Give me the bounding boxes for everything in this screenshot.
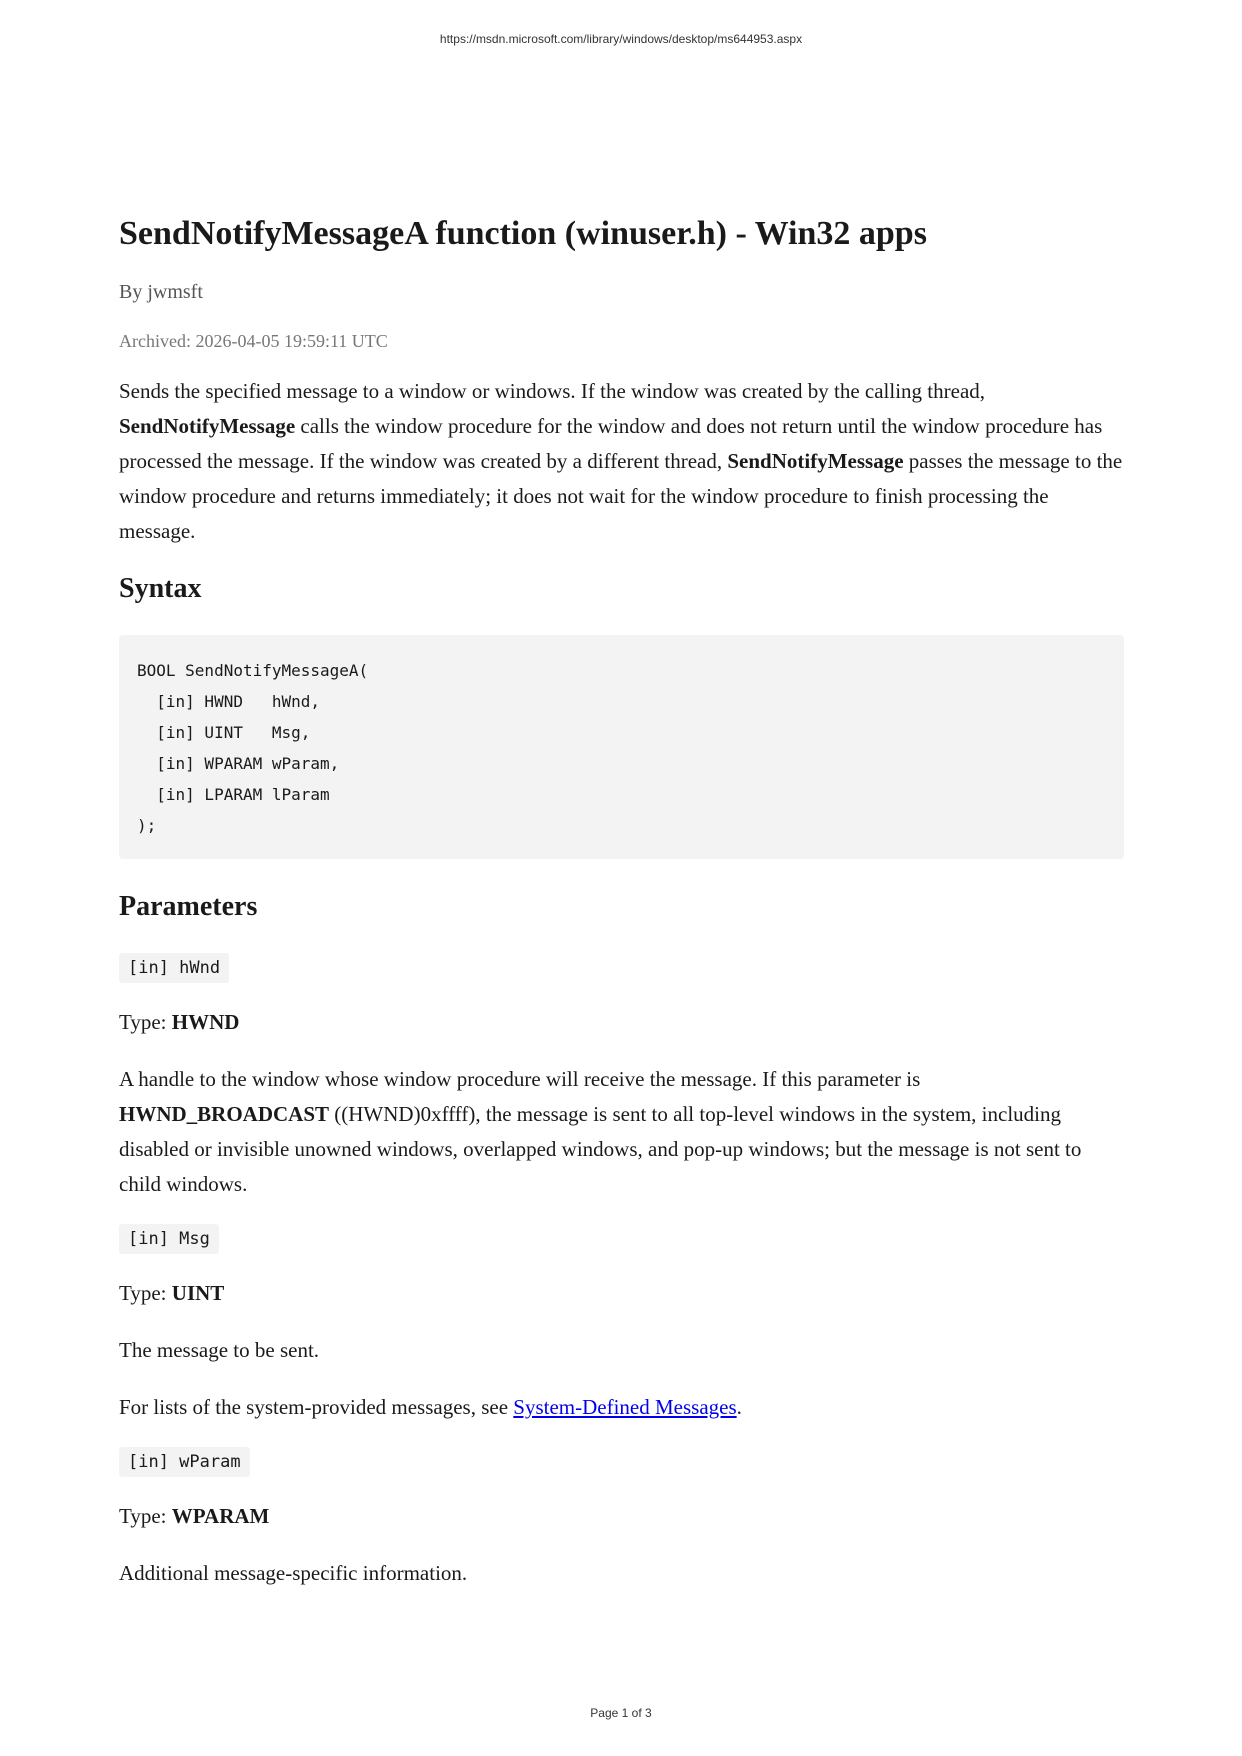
syntax-heading: Syntax: [119, 573, 202, 604]
function-name-bold: SendNotifyMessage: [727, 449, 904, 473]
code-line: [in] UINT Msg,: [137, 723, 311, 742]
code-line: );: [137, 816, 157, 835]
page-title: SendNotifyMessageA function (winuser.h) - Win32 apps: [119, 215, 927, 252]
page-number: Page 1 of 3: [590, 1706, 652, 1720]
param-wparam-description: Additional message-specific information.: [119, 1561, 468, 1585]
parameters-heading: Parameters: [119, 891, 258, 922]
param-hwnd-type: Type: HWND: [119, 1010, 240, 1034]
param-wparam-type: Type: WPARAM: [119, 1504, 270, 1528]
system-defined-messages-link[interactable]: System-Defined Messages: [513, 1395, 737, 1419]
archived-date: Archived: 2026-04-05 19:59:11 UTC: [119, 331, 388, 351]
code-line: [in] WPARAM wParam,: [137, 754, 340, 773]
param-msg-see-also: For lists of the system-provided messages, see System-Defined Messages.: [119, 1395, 742, 1419]
param-msg-tag: [in] Msg: [119, 1224, 219, 1254]
param-msg-type: Type: UINT: [119, 1281, 225, 1305]
syntax-code-block: [119, 635, 1124, 859]
code-line: [in] HWND hWnd,: [137, 692, 321, 711]
param-wparam-tag: [in] wParam: [119, 1447, 250, 1477]
code-line: [in] LPARAM lParam: [137, 785, 330, 804]
byline: By jwmsft: [119, 281, 203, 303]
param-hwnd-description: A handle to the window whose window procedure will receive the message. If this parameter is HWND_BROADCAST ((HWND)0xffff), the message is sent to all top-level windows in the system, including disabled or invisible unowned windows, overlapped windows, and pop-up windows; but the message is not sent to child windows.: [119, 1067, 1082, 1196]
function-name-bold: SendNotifyMessage: [119, 414, 296, 438]
code-line: BOOL SendNotifyMessageA(: [137, 661, 369, 680]
param-msg-description: The message to be sent.: [119, 1338, 320, 1362]
article: [119, 212, 1124, 1613]
param-hwnd-tag: [in] hWnd: [119, 953, 229, 983]
intro-paragraph: Sends the specified message to a window or windows. If the window was created by the calling thread, SendNotifyMessage calls the window procedure for the window and does not return until the window procedure has processed the message. If the window was created by a different thread, SendNotifyMessage passes the message to the window procedure and returns immediately; it does not wait for the window procedure to finish processing the message.: [119, 379, 1123, 543]
page-url: https://msdn.microsoft.com/library/windows/desktop/ms644953.aspx: [439, 32, 803, 46]
